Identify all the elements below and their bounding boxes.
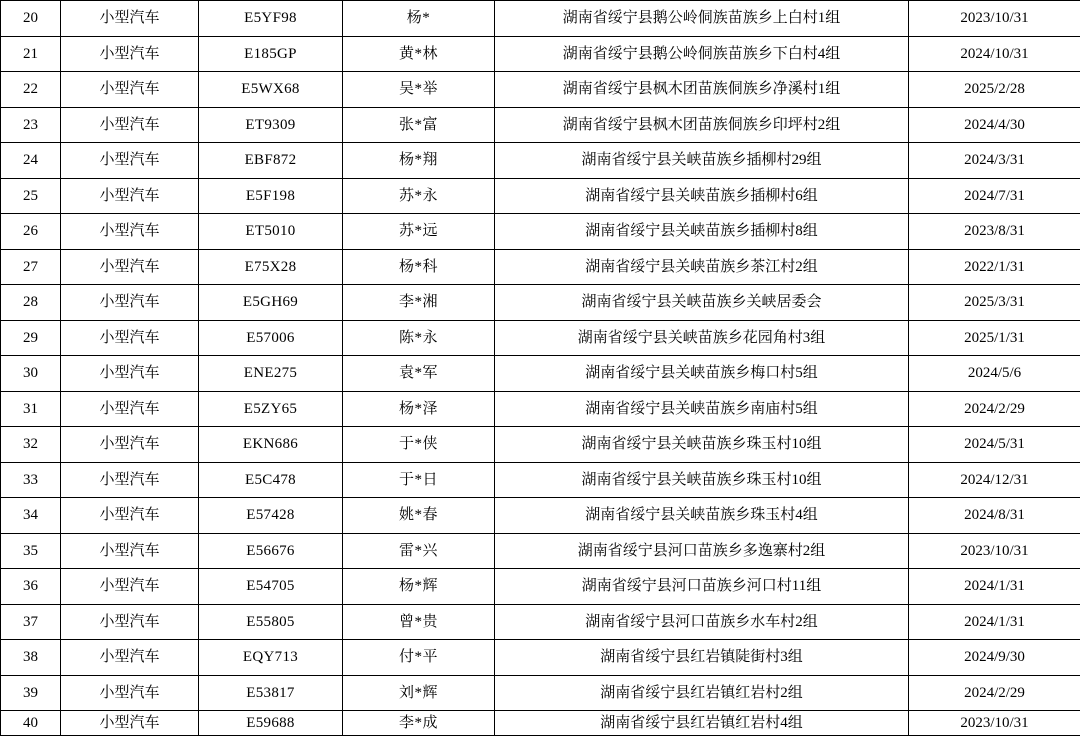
cell-address: 湖南省绥宁县枫木团苗族侗族乡净溪村1组 (495, 72, 909, 108)
cell-address: 湖南省绥宁县关峡苗族乡关峡居委会 (495, 285, 909, 321)
cell-date: 2024/10/31 (909, 36, 1080, 72)
cell-owner-name: 于*侠 (343, 427, 495, 463)
table-row (1, 214, 1080, 250)
cell-owner-name: 姚*春 (343, 498, 495, 534)
cell-plate-number: E55805 (199, 604, 343, 640)
cell-vehicle-type: 小型汽车 (61, 711, 199, 736)
cell-plate-number: E5WX68 (199, 72, 343, 108)
cell-address: 湖南省绥宁县关峡苗族乡珠玉村10组 (495, 427, 909, 463)
cell-owner-name: 陈*永 (343, 320, 495, 356)
cell-owner-name: 杨*科 (343, 249, 495, 285)
cell-index: 36 (1, 569, 61, 605)
cell-address: 湖南省绥宁县红岩镇红岩村4组 (495, 711, 909, 736)
cell-owner-name: 李*成 (343, 711, 495, 736)
cell-index: 33 (1, 462, 61, 498)
cell-index: 24 (1, 143, 61, 179)
cell-address: 湖南省绥宁县河口苗族乡河口村11组 (495, 569, 909, 605)
cell-address: 湖南省绥宁县关峡苗族乡南庙村5组 (495, 391, 909, 427)
cell-date: 2024/9/30 (909, 640, 1080, 676)
cell-index: 20 (1, 1, 61, 37)
cell-owner-name: 曾*贵 (343, 604, 495, 640)
cell-vehicle-type: 小型汽车 (61, 462, 199, 498)
cell-address: 湖南省绥宁县关峡苗族乡梅口村5组 (495, 356, 909, 392)
cell-vehicle-type: 小型汽车 (61, 675, 199, 711)
table-row (1, 533, 1080, 569)
cell-plate-number: E56676 (199, 533, 343, 569)
cell-index: 23 (1, 107, 61, 143)
cell-owner-name: 杨*泽 (343, 391, 495, 427)
cell-vehicle-type: 小型汽车 (61, 391, 199, 427)
cell-plate-number: E53817 (199, 675, 343, 711)
cell-index: 22 (1, 72, 61, 108)
cell-plate-number: E54705 (199, 569, 343, 605)
cell-plate-number: E5ZY65 (199, 391, 343, 427)
cell-address: 湖南省绥宁县河口苗族乡多逸寨村2组 (495, 533, 909, 569)
cell-plate-number: ET9309 (199, 107, 343, 143)
cell-vehicle-type: 小型汽车 (61, 427, 199, 463)
cell-date: 2024/2/29 (909, 675, 1080, 711)
table-row (1, 107, 1080, 143)
cell-vehicle-type: 小型汽车 (61, 569, 199, 605)
cell-vehicle-type: 小型汽车 (61, 1, 199, 37)
cell-plate-number: E59688 (199, 711, 343, 736)
cell-vehicle-type: 小型汽车 (61, 214, 199, 250)
table-row (1, 36, 1080, 72)
cell-date: 2025/3/31 (909, 285, 1080, 321)
cell-date: 2025/1/31 (909, 320, 1080, 356)
table-row (1, 569, 1080, 605)
table-row (1, 320, 1080, 356)
cell-index: 38 (1, 640, 61, 676)
cell-vehicle-type: 小型汽车 (61, 498, 199, 534)
cell-plate-number: E75X28 (199, 249, 343, 285)
cell-index: 25 (1, 178, 61, 214)
cell-date: 2023/10/31 (909, 533, 1080, 569)
cell-date: 2025/2/28 (909, 72, 1080, 108)
cell-date: 2024/4/30 (909, 107, 1080, 143)
table-row (1, 462, 1080, 498)
cell-vehicle-type: 小型汽车 (61, 640, 199, 676)
cell-plate-number: EBF872 (199, 143, 343, 179)
table-row (1, 249, 1080, 285)
cell-owner-name: 吴*举 (343, 72, 495, 108)
cell-address: 湖南省绥宁县关峡苗族乡茶江村2组 (495, 249, 909, 285)
cell-plate-number: E5YF98 (199, 1, 343, 37)
cell-address: 湖南省绥宁县河口苗族乡水车村2组 (495, 604, 909, 640)
cell-index: 21 (1, 36, 61, 72)
cell-index: 37 (1, 604, 61, 640)
cell-owner-name: 苏*永 (343, 178, 495, 214)
cell-date: 2024/2/29 (909, 391, 1080, 427)
cell-plate-number: E5C478 (199, 462, 343, 498)
cell-owner-name: 苏*远 (343, 214, 495, 250)
cell-plate-number: E185GP (199, 36, 343, 72)
cell-index: 28 (1, 285, 61, 321)
cell-index: 26 (1, 214, 61, 250)
cell-owner-name: 袁*军 (343, 356, 495, 392)
cell-plate-number: EKN686 (199, 427, 343, 463)
cell-vehicle-type: 小型汽车 (61, 356, 199, 392)
cell-vehicle-type: 小型汽车 (61, 72, 199, 108)
cell-vehicle-type: 小型汽车 (61, 533, 199, 569)
cell-date: 2022/1/31 (909, 249, 1080, 285)
table-row (1, 604, 1080, 640)
cell-plate-number: EQY713 (199, 640, 343, 676)
table-row (1, 498, 1080, 534)
cell-address: 湖南省绥宁县关峡苗族乡插柳村8组 (495, 214, 909, 250)
table-row (1, 143, 1080, 179)
cell-owner-name: 杨* (343, 1, 495, 37)
cell-date: 2024/5/31 (909, 427, 1080, 463)
cell-vehicle-type: 小型汽车 (61, 178, 199, 214)
cell-owner-name: 杨*辉 (343, 569, 495, 605)
cell-vehicle-type: 小型汽车 (61, 604, 199, 640)
cell-date: 2023/10/31 (909, 711, 1080, 736)
cell-date: 2024/12/31 (909, 462, 1080, 498)
table-row (1, 675, 1080, 711)
cell-index: 32 (1, 427, 61, 463)
cell-date: 2024/7/31 (909, 178, 1080, 214)
cell-date: 2023/8/31 (909, 214, 1080, 250)
cell-plate-number: E57006 (199, 320, 343, 356)
cell-date: 2024/1/31 (909, 569, 1080, 605)
table-row (1, 285, 1080, 321)
cell-owner-name: 刘*辉 (343, 675, 495, 711)
table-row (1, 1, 1080, 37)
table-row (1, 72, 1080, 108)
cell-plate-number: E5F198 (199, 178, 343, 214)
cell-index: 39 (1, 675, 61, 711)
cell-owner-name: 黄*林 (343, 36, 495, 72)
cell-address: 湖南省绥宁县关峡苗族乡插柳村6组 (495, 178, 909, 214)
table-row (1, 711, 1080, 736)
cell-vehicle-type: 小型汽车 (61, 285, 199, 321)
cell-address: 湖南省绥宁县关峡苗族乡花园角村3组 (495, 320, 909, 356)
cell-address: 湖南省绥宁县关峡苗族乡插柳村29组 (495, 143, 909, 179)
cell-owner-name: 张*富 (343, 107, 495, 143)
cell-index: 30 (1, 356, 61, 392)
cell-index: 34 (1, 498, 61, 534)
cell-vehicle-type: 小型汽车 (61, 36, 199, 72)
cell-index: 40 (1, 711, 61, 736)
cell-index: 35 (1, 533, 61, 569)
cell-index: 27 (1, 249, 61, 285)
cell-plate-number: ENE275 (199, 356, 343, 392)
cell-index: 29 (1, 320, 61, 356)
cell-index: 31 (1, 391, 61, 427)
cell-date: 2023/10/31 (909, 1, 1080, 37)
cell-plate-number: ET5010 (199, 214, 343, 250)
cell-address: 湖南省绥宁县关峡苗族乡珠玉村10组 (495, 462, 909, 498)
table-row (1, 178, 1080, 214)
cell-address: 湖南省绥宁县枫木团苗族侗族乡印坪村2组 (495, 107, 909, 143)
cell-plate-number: E57428 (199, 498, 343, 534)
cell-address: 湖南省绥宁县红岩镇红岩村2组 (495, 675, 909, 711)
cell-date: 2024/1/31 (909, 604, 1080, 640)
table-row (1, 356, 1080, 392)
cell-vehicle-type: 小型汽车 (61, 249, 199, 285)
cell-address: 湖南省绥宁县关峡苗族乡珠玉村4组 (495, 498, 909, 534)
cell-owner-name: 于*日 (343, 462, 495, 498)
cell-date: 2024/5/6 (909, 356, 1080, 392)
cell-owner-name: 李*湘 (343, 285, 495, 321)
cell-address: 湖南省绥宁县红岩镇陡街村3组 (495, 640, 909, 676)
cell-vehicle-type: 小型汽车 (61, 143, 199, 179)
cell-date: 2024/3/31 (909, 143, 1080, 179)
table-row (1, 391, 1080, 427)
cell-vehicle-type: 小型汽车 (61, 107, 199, 143)
cell-plate-number: E5GH69 (199, 285, 343, 321)
cell-date: 2024/8/31 (909, 498, 1080, 534)
cell-owner-name: 雷*兴 (343, 533, 495, 569)
table-row (1, 427, 1080, 463)
cell-owner-name: 杨*翔 (343, 143, 495, 179)
cell-address: 湖南省绥宁县鹅公岭侗族苗族乡上白村1组 (495, 1, 909, 37)
table-row (1, 640, 1080, 676)
cell-address: 湖南省绥宁县鹅公岭侗族苗族乡下白村4组 (495, 36, 909, 72)
cell-owner-name: 付*平 (343, 640, 495, 676)
cell-vehicle-type: 小型汽车 (61, 320, 199, 356)
